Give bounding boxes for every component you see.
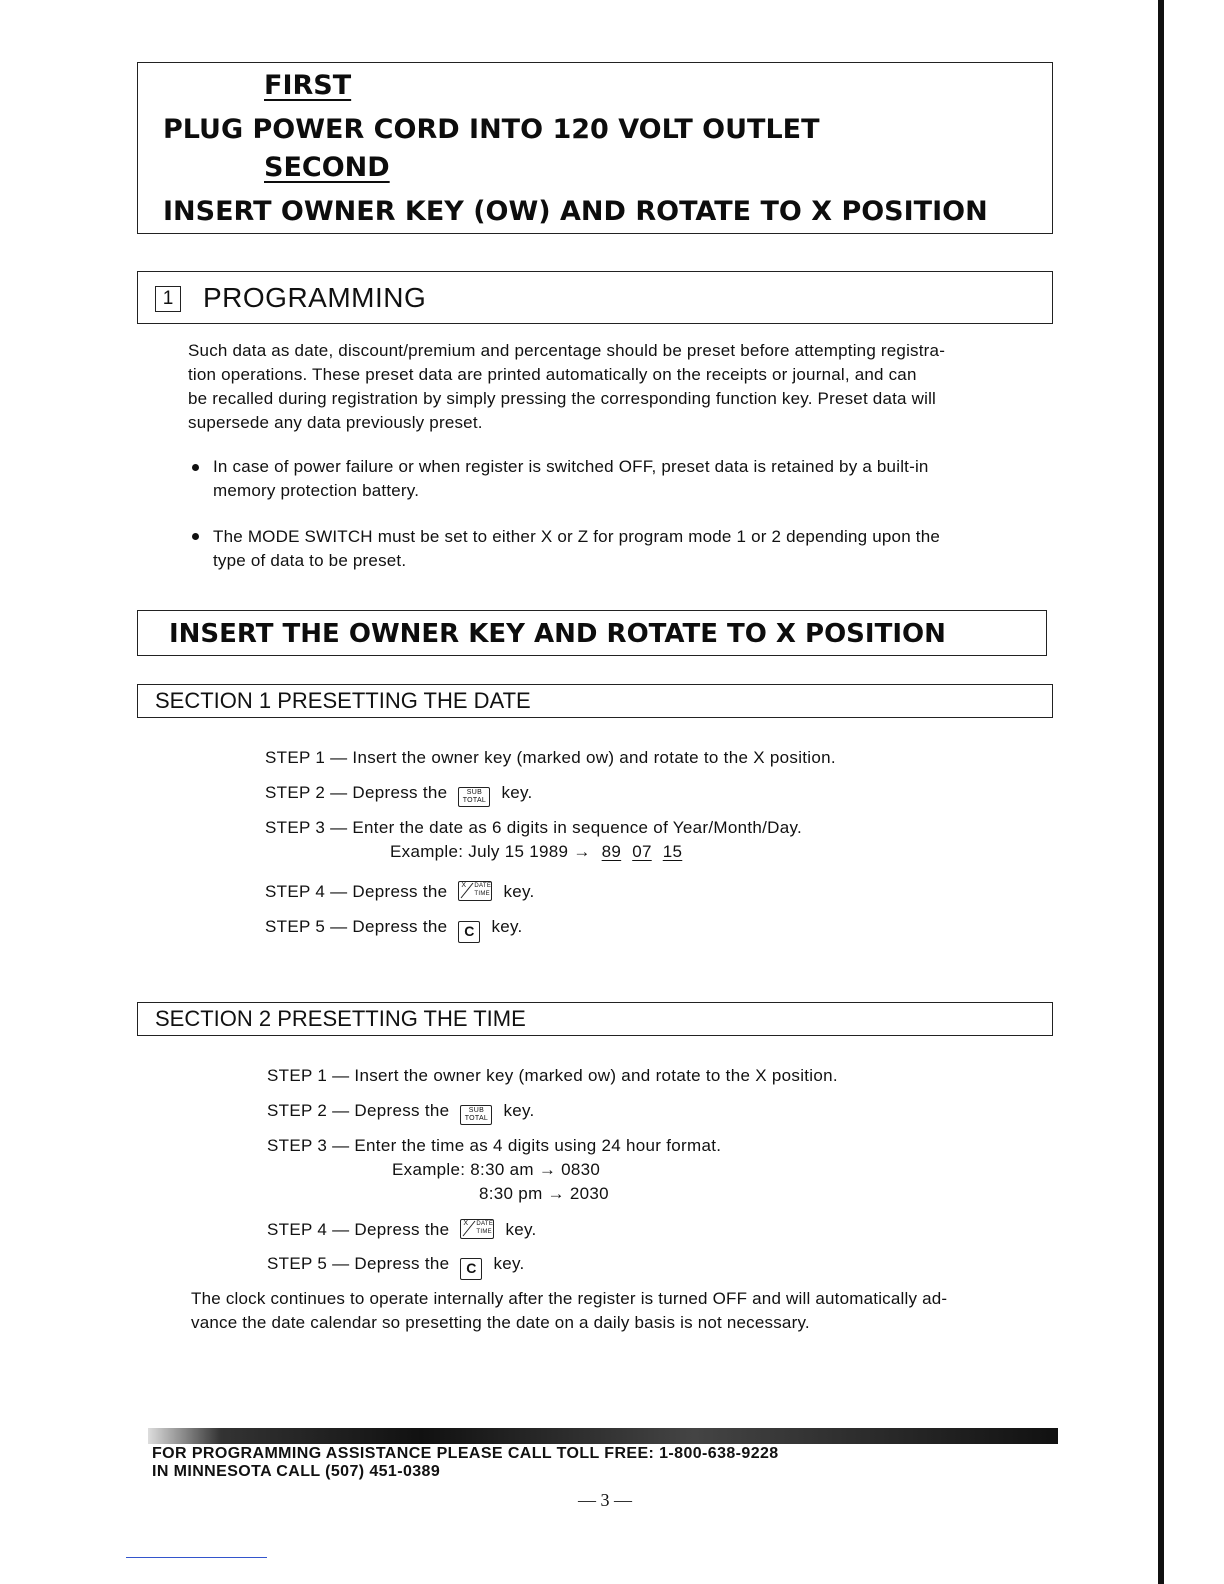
section1-step2 xyxy=(265,783,533,807)
clock-note-line: The clock continues to operate internally after the register is turned OFF and will automatically ad- xyxy=(191,1289,948,1308)
section2-step3: STEP 3 — Enter the time as 4 digits using 24 hour format. xyxy=(267,1136,722,1155)
section1-step5 xyxy=(265,917,523,943)
insert-key-banner: INSERT THE OWNER KEY AND ROTATE TO X POSITION xyxy=(169,619,946,649)
subtotal-key-icon: SUB TOTAL xyxy=(458,787,490,807)
step-text: STEP 5 — Depress the xyxy=(265,917,448,936)
bullet-icon xyxy=(192,464,199,471)
bullet-line: type of data to be preset. xyxy=(213,551,407,570)
section2-step5 xyxy=(267,1254,525,1280)
step-text: STEP 2 — Depress the xyxy=(267,1101,450,1120)
programming-title: PROGRAMMING xyxy=(203,282,427,313)
section2-time-example-am: Example: 8:30 am → 0830 xyxy=(392,1160,601,1179)
intro-line: be recalled during registration by simply pressing the corresponding function key. Preset data will xyxy=(188,389,937,408)
bullet-line: The MODE SWITCH must be set to either X or Z for program mode 1 or 2 depending upon the xyxy=(213,527,941,546)
example-year: 89 xyxy=(601,842,622,861)
step-text: STEP 5 — Depress the xyxy=(267,1254,450,1273)
x-date-time-key-icon: X DATE TIME xyxy=(458,881,492,901)
bullet-icon xyxy=(192,533,199,540)
section1-step3: STEP 3 — Enter the date as 6 digits in sequence of Year/Month/Day. xyxy=(265,818,803,837)
step-text: STEP 2 — Depress the xyxy=(265,783,448,802)
insert-key-instruction: INSERT OWNER KEY (OW) AND ROTATE TO X POSITION xyxy=(163,196,988,227)
x-date-time-key-icon: X DATE TIME xyxy=(460,1219,494,1239)
plug-power-instruction: PLUG POWER CORD INTO 120 VOLT OUTLET xyxy=(163,114,820,145)
bullet-line: memory protection battery. xyxy=(213,481,420,500)
margin-rule xyxy=(126,1557,267,1558)
section2-step1: STEP 1 — Insert the owner key (marked ow) and rotate to the X position. xyxy=(267,1066,838,1085)
step-text: key. xyxy=(505,1220,537,1239)
first-heading: FIRST xyxy=(264,70,352,101)
clear-key-icon: C xyxy=(458,921,480,943)
step-text: key. xyxy=(491,917,523,936)
section1-title: SECTION 1 PRESETTING THE DATE xyxy=(155,688,531,713)
footer-minnesota: IN MINNESOTA CALL (507) 451-0389 xyxy=(152,1463,441,1480)
bullet-power-failure xyxy=(213,455,929,503)
step-text: key. xyxy=(503,1101,535,1120)
step-text: key. xyxy=(493,1254,525,1273)
clock-note-line: vance the date calendar so presetting the date on a daily basis is not necessary. xyxy=(191,1313,810,1332)
section1-date-example xyxy=(390,842,682,862)
step-text: STEP 4 — Depress the xyxy=(267,1220,450,1239)
intro-line: tion operations. These preset data are printed automatically on the receipts or journal, and can xyxy=(188,365,917,384)
section1-step1: STEP 1 — Insert the owner key (marked ow) and rotate to the X position. xyxy=(265,748,836,767)
programming-intro xyxy=(188,339,1058,435)
example-label: Example: July 15 1989 → xyxy=(390,842,591,861)
section2-step4 xyxy=(267,1219,537,1240)
section2-title: SECTION 2 PRESETTING THE TIME xyxy=(155,1006,526,1031)
section2-step2 xyxy=(267,1101,535,1125)
programming-divider xyxy=(137,323,1053,324)
footer-rule xyxy=(148,1428,1058,1444)
section1-step4 xyxy=(265,881,535,902)
example-day: 15 xyxy=(662,842,683,861)
programming-number-badge: 1 xyxy=(155,286,181,312)
intro-line: supersede any data previously preset. xyxy=(188,413,483,432)
page-edge-shadow xyxy=(1158,0,1164,1584)
clock-note xyxy=(191,1287,1061,1335)
section2-time-example-pm: 8:30 pm → 2030 xyxy=(479,1184,609,1203)
bullet-line: In case of power failure or when register is switched OFF, preset data is retained by a built-in xyxy=(213,457,929,476)
step-text: key. xyxy=(503,882,535,901)
footer-toll-free: FOR PROGRAMMING ASSISTANCE PLEASE CALL TOLL FREE: 1-800-638-9228 xyxy=(152,1445,779,1462)
intro-line: Such data as date, discount/premium and percentage should be preset before attempting registra- xyxy=(188,341,946,360)
example-month: 07 xyxy=(632,842,652,861)
step-text: key. xyxy=(501,783,533,802)
clear-key-icon: C xyxy=(460,1258,482,1280)
step-text: STEP 4 — Depress the xyxy=(265,882,448,901)
bullet-mode-switch xyxy=(213,525,940,573)
page-number: — 3 — xyxy=(578,1490,632,1510)
subtotal-key-icon: SUB TOTAL xyxy=(460,1105,492,1125)
second-heading: SECOND xyxy=(264,152,390,183)
